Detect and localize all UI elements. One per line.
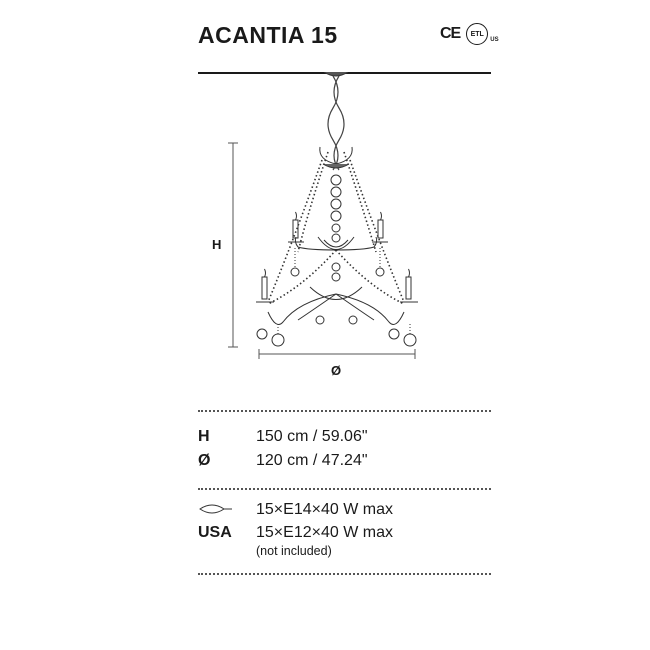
certification-marks <box>440 23 499 45</box>
spec-key: Ø <box>198 452 211 469</box>
chandelier-drawing <box>198 72 491 392</box>
divider <box>198 488 491 490</box>
divider <box>198 573 491 575</box>
divider <box>198 410 491 412</box>
etl-us-label: US <box>490 37 499 43</box>
spec-row-height <box>198 428 368 446</box>
diameter-dimension-line <box>256 348 418 360</box>
lamp-key-usa: USA <box>198 524 232 541</box>
lamp-row-eu <box>198 500 393 519</box>
lamp-value-eu: 15×E14×40 W max <box>256 501 393 518</box>
diameter-label: Ø <box>331 363 342 378</box>
height-dimension-line <box>226 140 240 350</box>
ce-mark-icon: CE <box>440 25 461 42</box>
bulb-icon <box>198 502 234 516</box>
lamp-note: (not included) <box>256 544 332 558</box>
spec-key: H <box>198 428 210 445</box>
spec-value: 120 cm / 47.24" <box>256 452 368 469</box>
height-label: H <box>212 237 222 252</box>
lamp-value-usa: 15×E12×40 W max <box>256 524 393 541</box>
spec-row-diameter <box>198 452 368 470</box>
lamp-row-usa <box>198 524 393 542</box>
product-title: ACANTIA 15 <box>198 22 338 48</box>
etl-mark-icon: ETL <box>466 23 488 45</box>
spec-value: 150 cm / 59.06" <box>256 428 368 445</box>
